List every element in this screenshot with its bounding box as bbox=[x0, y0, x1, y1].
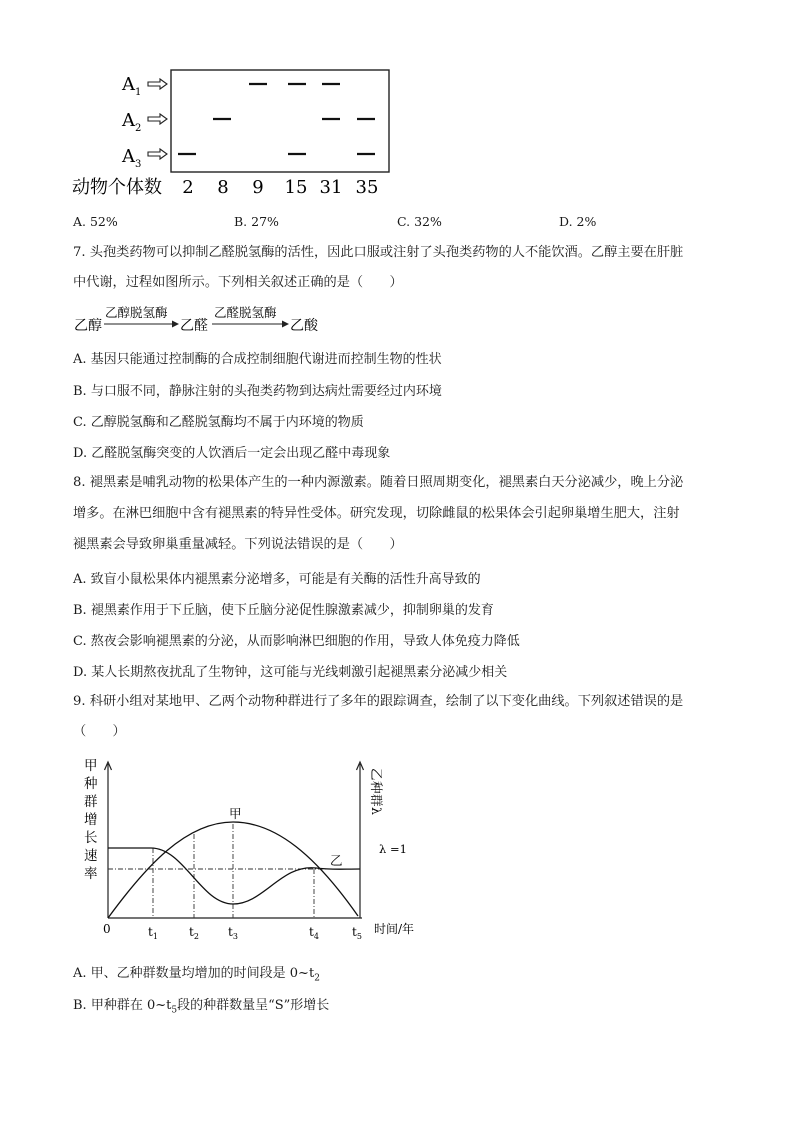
arrow-icon bbox=[148, 79, 167, 159]
column-number: 31 bbox=[319, 177, 343, 198]
row-label-a1: $A_1$ bbox=[122, 74, 142, 98]
y-right-label bbox=[369, 768, 384, 815]
q9-option-a[interactable]: A. 甲、乙种群数量均增加的时间段是 $0\sim t_2$ bbox=[73, 966, 320, 984]
svg-text:种: 种 bbox=[369, 781, 384, 794]
svg-text:群: 群 bbox=[84, 794, 98, 810]
q6-options bbox=[0, 214, 794, 234]
pathway-ethanol: 乙醇 bbox=[74, 318, 102, 334]
svg-text:t5: $t_5$ bbox=[352, 925, 362, 941]
q7-option-b[interactable]: B. 与口服不同，静脉注射的头孢类药物到达病灶需要经过内环境 bbox=[73, 384, 442, 399]
curve-jia-label: 甲 bbox=[229, 806, 242, 821]
column-number: 8 bbox=[217, 177, 229, 198]
q7-stem-line1: 7. 头孢类药物可以抑制乙醛脱氢酶的活性，因此口服或注射了头孢类药物的人不能饮酒。乙醇主要在肝脏 bbox=[73, 245, 684, 260]
q8-option-c[interactable]: C. 熬夜会影响褪黑素的分泌，从而影响淋巴细胞的作用，导致人体免疫力降低 bbox=[73, 634, 520, 649]
pathway-enzyme1: 乙醇脱氢酶 bbox=[105, 305, 168, 320]
svg-text:群: 群 bbox=[369, 794, 384, 807]
x-tick-labels bbox=[148, 925, 362, 941]
svg-text:长: 长 bbox=[84, 830, 98, 846]
column-number: 15 bbox=[284, 177, 308, 198]
gel-bands bbox=[178, 84, 375, 154]
q9-option-b[interactable]: B. 甲种群在 $0\sim t_5$段的种群数量呈“S”形增长 bbox=[73, 998, 330, 1016]
q6-option-c[interactable]: C. 32% bbox=[397, 214, 442, 229]
animal-count-caption: 动物个体数 bbox=[72, 177, 162, 198]
pathway-acetaldehyde: 乙醛 bbox=[180, 318, 208, 334]
column-number: 9 bbox=[252, 177, 264, 198]
x-axis-label: 时间/年 bbox=[374, 922, 415, 936]
svg-text:t2: $t_2$ bbox=[189, 925, 199, 941]
arrow-icon bbox=[282, 321, 289, 328]
q8-stem-line3: 褪黑素会导致卵巢重量减轻。下列说法错误的是（ ） bbox=[73, 537, 403, 552]
row-label-a3: $A_3$ bbox=[122, 146, 142, 170]
q7-option-d[interactable]: D. 乙醛脱氢酶突变的人饮酒后一定会出现乙醛中毒现象 bbox=[73, 446, 391, 461]
row-label-a2: $A_2$ bbox=[122, 110, 142, 134]
q6-option-d[interactable]: D. 2% bbox=[559, 214, 597, 229]
svg-text:增: 增 bbox=[84, 812, 98, 828]
q8-option-d[interactable]: D. 某人长期熬夜扰乱了生物钟，这可能与光线刺激引起褪黑素分泌减少相关 bbox=[73, 665, 508, 680]
pathway-acetic-acid: 乙酸 bbox=[290, 318, 318, 334]
svg-text:t1: $t_1$ bbox=[148, 925, 158, 941]
q6-option-a[interactable]: A. 52% bbox=[73, 214, 118, 229]
band-figure bbox=[70, 66, 400, 198]
curve-yi-label: 乙 bbox=[330, 853, 343, 868]
column-number: 35 bbox=[355, 177, 379, 198]
q7-option-a[interactable]: A. 基因只能通过控制酶的合成控制细胞代谢进而控制生物的性状 bbox=[73, 352, 442, 367]
arrow-icon bbox=[172, 321, 179, 328]
svg-text:率: 率 bbox=[84, 866, 98, 882]
svg-text:甲: 甲 bbox=[84, 758, 98, 774]
q8-stem-line1: 8. 褪黑素是哺乳动物的松果体产生的一种内源激素。随着日照周期变化，褪黑素白天分泌减少，晚上分泌 bbox=[73, 475, 684, 490]
q8-option-b[interactable]: B. 褪黑素作用于下丘脑，使下丘脑分泌促性腺激素减少，抑制卵巢的发育 bbox=[73, 603, 494, 618]
svg-text:种: 种 bbox=[84, 776, 98, 792]
origin-label: 0 bbox=[103, 922, 111, 936]
lambda-label: λ =1 bbox=[379, 842, 407, 856]
svg-text:乙: 乙 bbox=[369, 768, 384, 781]
q8-stem-line2: 增多。在淋巴细胞中含有褪黑素的特异性受体。研究发现，切除雌鼠的松果体会引起卵巢增生肥大，注射 bbox=[73, 506, 680, 521]
q9-stem-line2: （ ） bbox=[73, 724, 126, 739]
population-curve-chart bbox=[76, 756, 436, 946]
ethanol-pathway bbox=[72, 304, 362, 336]
q7-stem-line2: 中代谢，过程如图所示。下列相关叙述正确的是（ ） bbox=[73, 275, 403, 290]
y-left-label bbox=[84, 758, 98, 882]
q6-option-b[interactable]: B. 27% bbox=[234, 214, 279, 229]
band-frame bbox=[171, 70, 389, 172]
q7-option-c[interactable]: C. 乙醇脱氢酶和乙醛脱氢酶均不属于内环境的物质 bbox=[73, 415, 364, 430]
column-number: 2 bbox=[182, 177, 194, 198]
svg-text:t4: $t_4$ bbox=[309, 925, 319, 941]
q8-option-a[interactable]: A. 致盲小鼠松果体内褪黑素分泌增多，可能是有关酶的活性升高导致的 bbox=[73, 572, 481, 587]
curve-yi bbox=[108, 848, 360, 904]
svg-text:t3: $t_3$ bbox=[228, 925, 238, 941]
svg-text:速: 速 bbox=[84, 848, 98, 864]
svg-text:λ: λ bbox=[369, 807, 384, 815]
q9-stem-line1: 9. 科研小组对某地甲、乙两个动物种群进行了多年的跟踪调查，绘制了以下变化曲线。下列叙述错误的是 bbox=[73, 694, 684, 709]
chart-axes bbox=[105, 762, 364, 918]
pathway-enzyme2: 乙醛脱氢酶 bbox=[214, 305, 277, 320]
